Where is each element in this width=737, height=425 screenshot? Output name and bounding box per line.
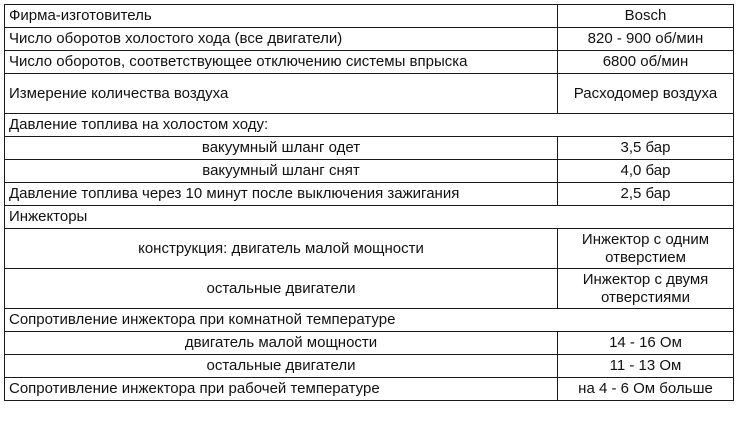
- table-row: [5, 229, 734, 269]
- param-cell: конструкция: двигатель малой мощности: [5, 229, 558, 269]
- table-row: [5, 160, 734, 183]
- table-row: [5, 137, 734, 160]
- param-cell: вакуумный шланг снят: [5, 160, 558, 183]
- table-row: [5, 28, 734, 51]
- value-cell: Расходомер воздуха: [558, 74, 734, 114]
- value-cell: Инжектор с двумя отверстиями: [558, 269, 734, 309]
- section-heading: Инжекторы: [5, 206, 734, 229]
- param-cell: вакуумный шланг одет: [5, 137, 558, 160]
- value-cell: 2,5 бар: [558, 183, 734, 206]
- table-row: [5, 378, 734, 401]
- param-cell: двигатель малой мощности: [5, 332, 558, 355]
- param-cell: остальные двигатели: [5, 355, 558, 378]
- section-heading: Сопротивление инжектора при комнатной температуре: [5, 309, 734, 332]
- specifications-table: [4, 4, 734, 401]
- table-row: [5, 183, 734, 206]
- value-cell: Bosch: [558, 5, 734, 28]
- value-cell: 11 - 13 Ом: [558, 355, 734, 378]
- table-row: [5, 332, 734, 355]
- param-cell: Измерение количества воздуха: [5, 74, 558, 114]
- table-row: [5, 51, 734, 74]
- value-cell: 6800 об/мин: [558, 51, 734, 74]
- table-row: [5, 5, 734, 28]
- param-cell: Сопротивление инжектора при рабочей температуре: [5, 378, 558, 401]
- value-cell: на 4 - 6 Ом больше: [558, 378, 734, 401]
- value-cell: Инжектор с одним отверстием: [558, 229, 734, 269]
- table-row: [5, 74, 734, 114]
- section-row: [5, 309, 734, 332]
- param-cell: остальные двигатели: [5, 269, 558, 309]
- value-cell: 3,5 бар: [558, 137, 734, 160]
- value-cell: 820 - 900 об/мин: [558, 28, 734, 51]
- section-row: [5, 114, 734, 137]
- table-row: [5, 355, 734, 378]
- param-cell: Число оборотов холостого хода (все двигатели): [5, 28, 558, 51]
- section-row: [5, 206, 734, 229]
- param-cell: Фирма-изготовитель: [5, 5, 558, 28]
- table-row: [5, 269, 734, 309]
- param-cell: Давление топлива через 10 минут после выключения зажигания: [5, 183, 558, 206]
- value-cell: 14 - 16 Ом: [558, 332, 734, 355]
- section-heading: Давление топлива на холостом ходу:: [5, 114, 734, 137]
- value-cell: 4,0 бар: [558, 160, 734, 183]
- param-cell: Число оборотов, соответствующее отключению системы впрыска: [5, 51, 558, 74]
